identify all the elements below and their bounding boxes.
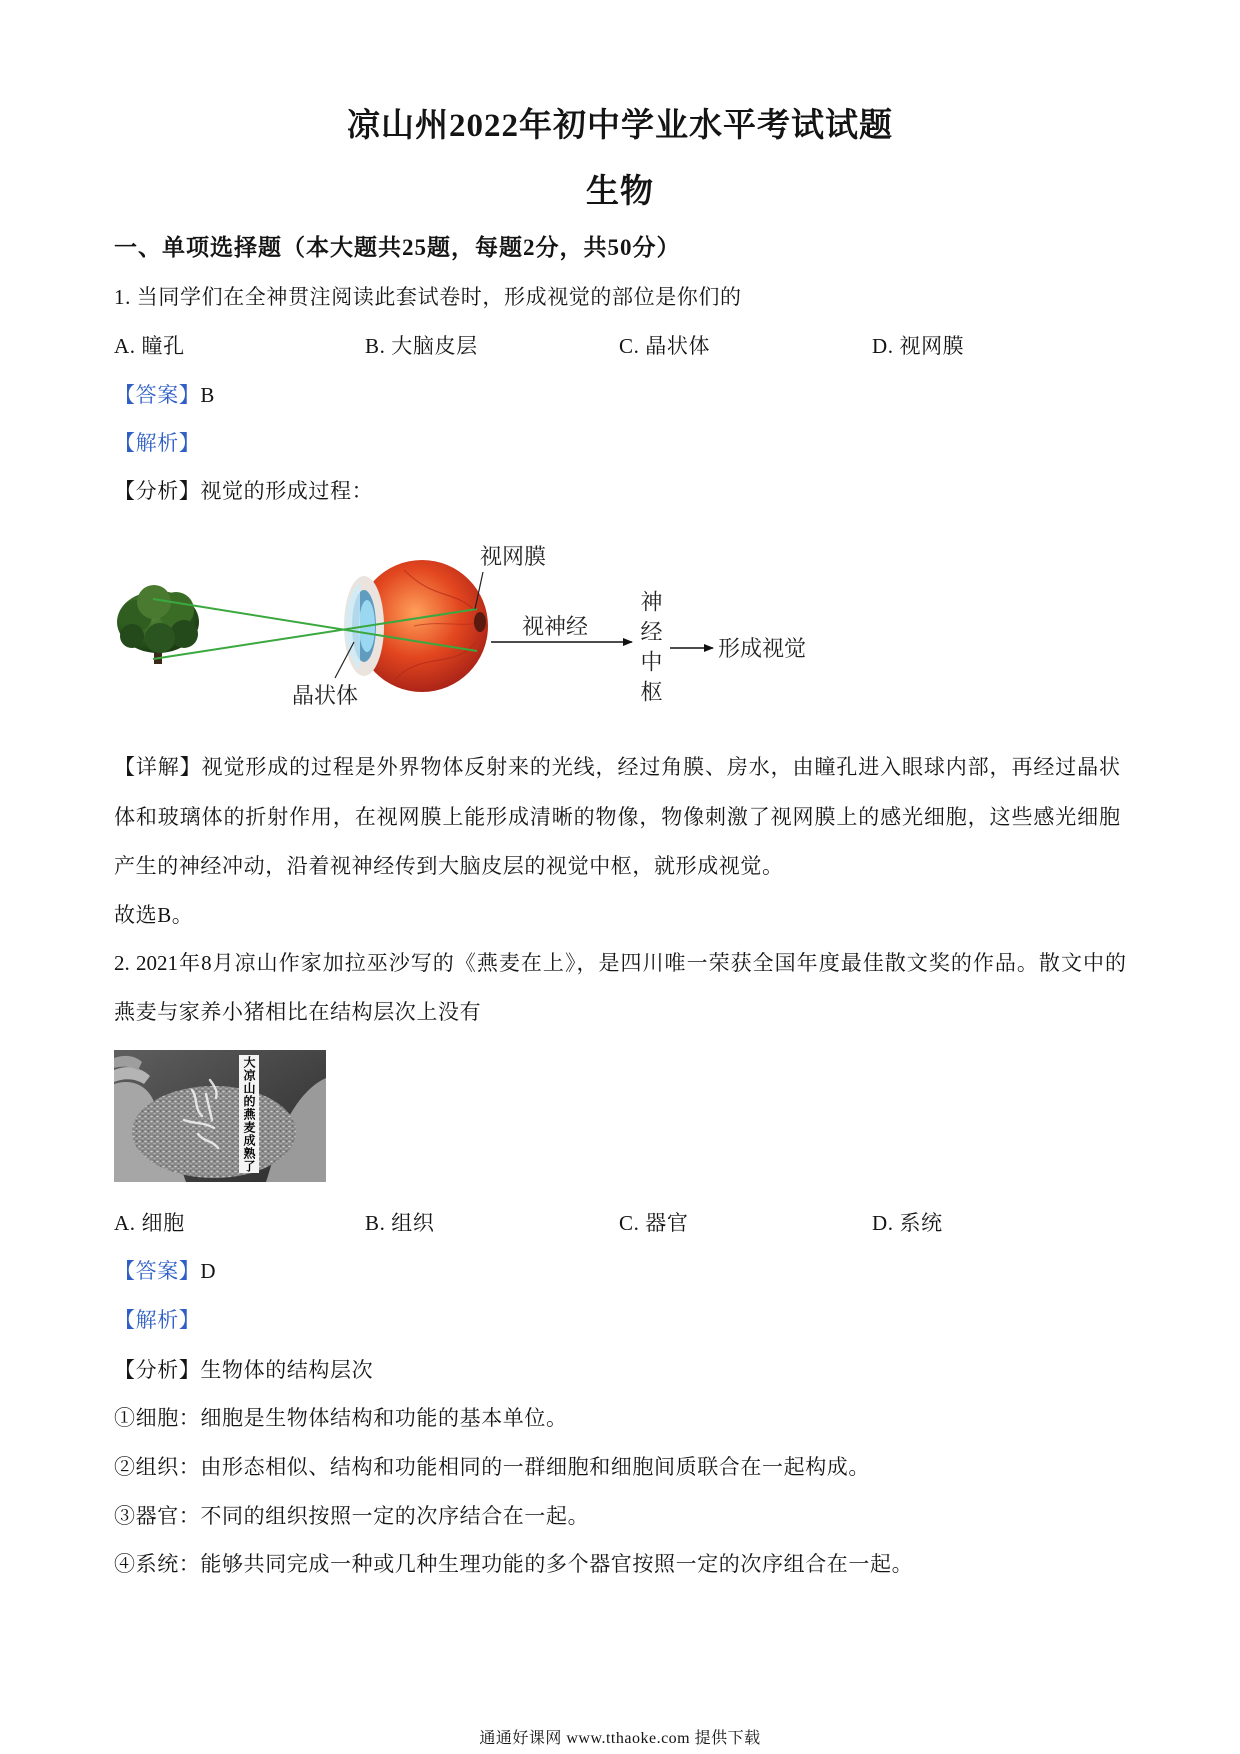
tree-illustration (117, 585, 199, 664)
retina-label: 视网膜 (479, 544, 547, 569)
nerve-center-label: 神经中枢 (638, 590, 663, 710)
q2-stem-line-2: 燕麦与家养小猪相比在结构层次上没有 (114, 1000, 482, 1024)
q1-option-d: D. 视网膜 (872, 334, 965, 358)
q2-point-3: ③器官：不同的组织按照一定的次序结合在一起。 (114, 1504, 590, 1528)
lens-label: 晶状体 (291, 683, 359, 708)
section-heading: 一、单项选择题（本大题共25题，每题2分，共50分） (114, 235, 681, 260)
q2-option-d: D. 系统 (872, 1211, 943, 1235)
q1-detail-line-3: 产生的神经冲动，沿着视神经传到大脑皮层的视觉中枢，就形成视觉。 (114, 854, 784, 878)
q2-point-1: ①细胞：细胞是生物体结构和功能的基本单位。 (114, 1406, 568, 1430)
subject-title: 生物 (586, 174, 654, 210)
q1-stem: 1. 当同学们在全神贯注阅读此套试卷时，形成视觉的部位是你们的 (114, 285, 742, 309)
q1-detail-line-1: 【详解】视觉形成的过程是外界物体反射来的光线，经过角膜、房水，由瞳孔进入眼球内部，再经过晶状 (114, 755, 1120, 779)
q2-option-b: B. 组织 (365, 1211, 435, 1235)
q1-analysis: 【分析】视觉的形成过程： (114, 479, 374, 503)
q1-answer-line (114, 381, 215, 409)
q2-point-2: ②组织：由形态相似、结构和功能相同的一群细胞和细胞间质联合在一起构成。 (114, 1455, 870, 1479)
q2-option-c: C. 器官 (619, 1211, 689, 1235)
q1-option-b: B. 大脑皮层 (365, 334, 478, 358)
photo-caption: 大凉山的燕麦成熟了 (239, 1055, 259, 1173)
q2-answer-line (114, 1257, 216, 1285)
q2-point-4: ④系统：能够共同完成一种或几种生理功能的多个器官按照一定的次序组合在一起。 (114, 1552, 914, 1576)
q1-detail-line-2: 体和玻璃体的折射作用，在视网膜上能形成清晰的物像，物像刺激了视网膜上的感光细胞，这些感光细胞 (114, 805, 1120, 829)
optic-nerve-label: 视神经 (521, 614, 589, 639)
q1-explanation-label: 【解析】 (114, 431, 201, 455)
q1-option-c: C. 晶状体 (619, 334, 711, 358)
q1-conclusion: 故选B。 (114, 903, 194, 927)
q2-analysis: 【分析】生物体的结构层次 (114, 1358, 374, 1382)
exam-title: 凉山州2022年初中学业水平考试试题 (347, 108, 893, 144)
q1-answer: B (200, 383, 216, 407)
q2-stem-line-1: 2. 2021年8月凉山作家加拉巫沙写的《燕麦在上》，是四川唯一荣获全国年度最佳散文奖的作品。散文中的 (114, 951, 1126, 975)
result-label: 形成视觉 (718, 636, 807, 661)
oat-grains (132, 1086, 296, 1178)
q2-answer-label: 【答案】 (114, 1259, 201, 1283)
q1-answer-label: 【答案】 (114, 383, 201, 407)
q2-answer: D (200, 1259, 217, 1283)
vision-diagram (114, 530, 824, 720)
q2-explanation-label: 【解析】 (114, 1308, 201, 1332)
oat-photo (114, 1050, 326, 1182)
q1-option-a: A. 瞳孔 (114, 334, 185, 358)
optic-disc (474, 612, 486, 632)
q2-option-a: A. 细胞 (114, 1211, 185, 1235)
page-footer: 通通好课网 www.tthaoke.com 提供下载 (479, 1730, 761, 1747)
